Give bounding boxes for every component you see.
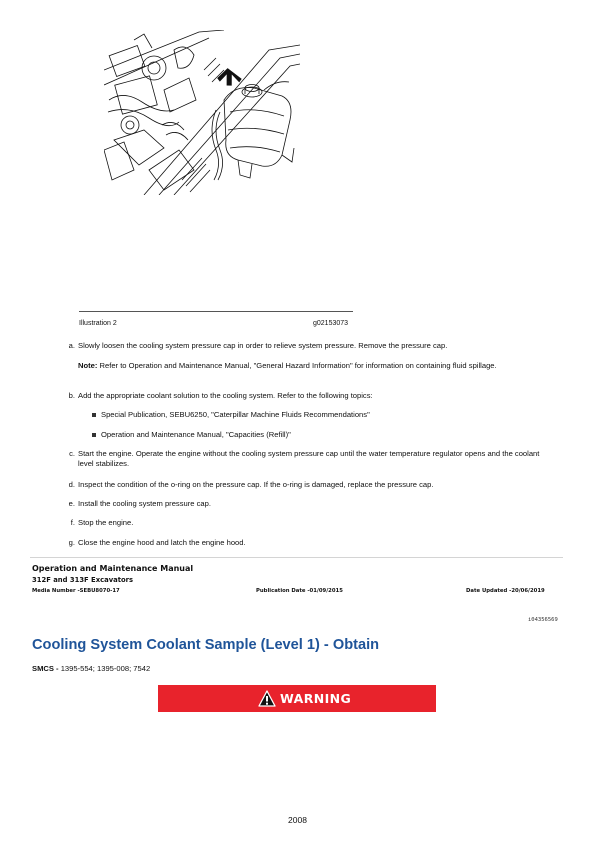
- page-number: 2008: [288, 815, 307, 825]
- section-divider: [30, 557, 563, 558]
- manual-subtitle: 312F and 313F Excavators: [32, 576, 134, 584]
- step-letter: a.: [68, 341, 75, 350]
- document-id: i04356569: [528, 617, 558, 623]
- smcs-code-list: 1395-554; 1395-008; 7542: [58, 664, 151, 673]
- caption-divider: [79, 311, 353, 312]
- note-label: Note:: [78, 361, 98, 370]
- step-text: Inspect the condition of the o-ring on the pressure cap. If the o-ring is damaged, replace the pressure cap.: [78, 480, 434, 489]
- step-text: Slowly loosen the cooling system pressure cap in order to relieve system pressure. Remove the pressure cap.: [78, 341, 448, 350]
- section-title: Cooling System Coolant Sample (Level 1) - Obtain: [32, 637, 380, 653]
- bullet-link-text[interactable]: Operation and Maintenance Manual, "Capacities (Refill)": [101, 430, 291, 439]
- bullet-square-icon: [92, 413, 96, 417]
- bullet-link-text[interactable]: Special Publication, SEBU6250, "Caterpillar Machine Fluids Recommendations": [101, 410, 370, 419]
- step-text: Install the cooling system pressure cap.: [78, 499, 211, 508]
- illustration-caption-label: Illustration 2: [79, 320, 117, 327]
- step-letter: b.: [68, 391, 75, 400]
- step-text: Close the engine hood and latch the engine hood.: [78, 538, 246, 547]
- engine-line-drawing: [104, 30, 300, 195]
- media-number: Media Number -SEBU8070-17: [32, 588, 120, 594]
- smcs-codes: [32, 664, 150, 673]
- illustration-engine-coolant-tank: [104, 30, 300, 195]
- step-text: Start the engine. Operate the engine without the cooling system pressure cap until the water temperature regulator opens and the coolant level stabilizes.: [78, 449, 540, 468]
- date-updated: Date Updated -20/06/2019: [466, 588, 545, 594]
- illustration-caption-id: g02153073: [313, 320, 349, 327]
- step-letter: g.: [68, 538, 75, 547]
- step-letter: d.: [68, 480, 75, 489]
- step-text: Add the appropriate coolant solution to the cooling system. Refer to the following topics:: [78, 391, 373, 400]
- step-text: Stop the engine.: [78, 518, 134, 527]
- step-letter: f.: [70, 518, 75, 527]
- warning-content: [258, 690, 352, 707]
- step-letter: c.: [69, 449, 75, 458]
- note-text: Refer to Operation and Maintenance Manual, "General Hazard Information" for information on containing fluid spillage.: [97, 361, 497, 370]
- step-letter: e.: [68, 499, 75, 508]
- warning-triangle-icon: [258, 690, 276, 707]
- manual-title: Operation and Maintenance Manual: [32, 564, 194, 573]
- warning-label: WARNING: [280, 691, 352, 706]
- bullet-square-icon: [92, 433, 96, 437]
- smcs-label: SMCS -: [32, 664, 59, 673]
- note-paragraph: [78, 361, 548, 371]
- publication-date: Publication Date -01/09/2015: [256, 588, 343, 594]
- warning-banner: [158, 685, 436, 712]
